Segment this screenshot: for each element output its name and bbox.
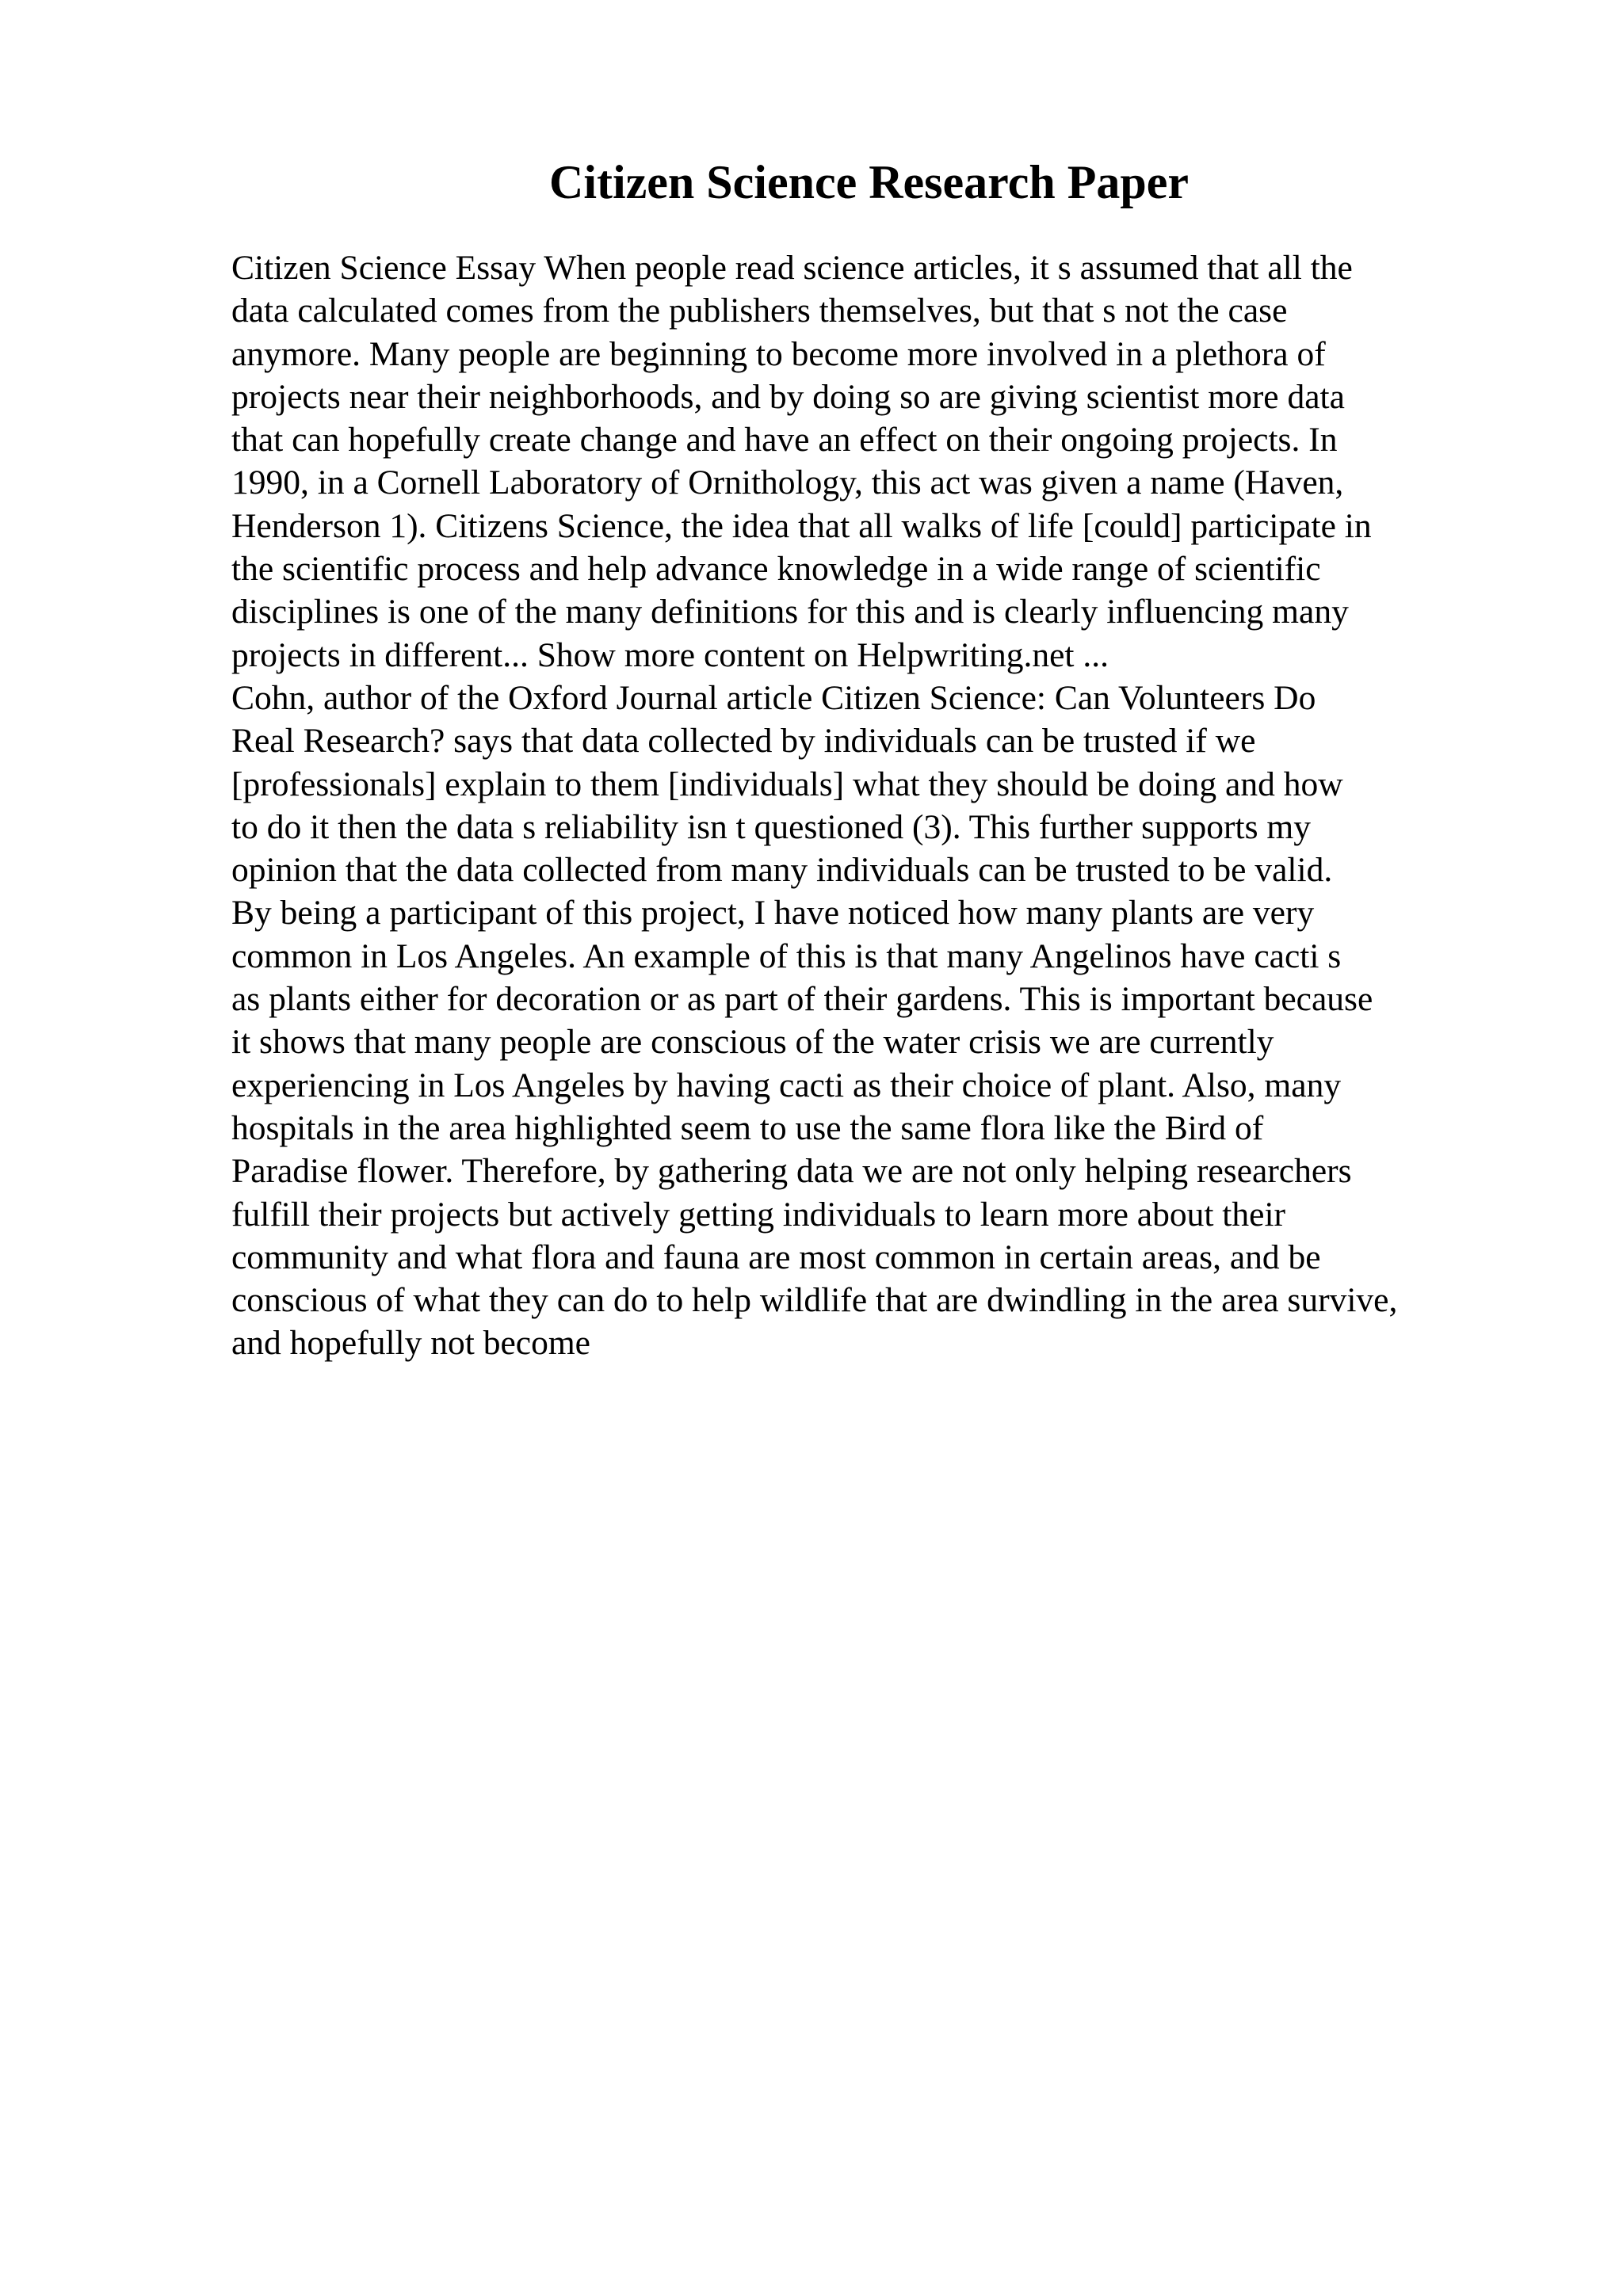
text-line: it shows that many people are conscious of the water crisis we are currently [231, 1023, 1274, 1062]
text-line: Cohn, author of the Oxford Journal article Citizen Science: Can Volunteers Do [231, 678, 1316, 717]
text-line: to do it then the data s reliability isn t questioned (3). This further supports my [231, 807, 1311, 846]
text-line: By being a participant of this project, I have noticed how many plants are very [231, 894, 1315, 933]
page-title: Citizen Science Research Paper [549, 156, 1189, 208]
text-line: [professionals] explain to them [individuals] what they should be doing and how [231, 765, 1343, 803]
text-line: the scientific process and help advance knowledge in a wide range of scientific [231, 550, 1321, 589]
text-line: Paradise flower. Therefore, by gathering data we are not only helping researchers [231, 1152, 1352, 1191]
text-line: Henderson 1). Citizens Science, the idea that all walks of life [could] participate in [231, 506, 1372, 545]
text-line: hospitals in the area highlighted seem to use the same flora like the Bird of [231, 1108, 1264, 1147]
text-line: fulfill their projects but actively getting individuals to learn more about their [231, 1195, 1286, 1234]
text-line: that can hopefully create change and have an effect on their ongoing projects. In [231, 421, 1338, 460]
text-line: projects near their neighborhoods, and by doing so are giving scientist more data [231, 377, 1345, 416]
text-line: 1990, in a Cornell Laboratory of Ornithology, this act was given a name (Haven, [231, 463, 1344, 502]
text-line: anymore. Many people are beginning to become more involved in a plethora of [231, 334, 1326, 373]
text-line: conscious of what they can do to help wildlife that are dwindling in the area survive, [231, 1281, 1398, 1320]
text-line: community and what flora and fauna are most common in certain areas, and be [231, 1238, 1321, 1276]
text-line: disciplines is one of the many definitions for this and is clearly influencing many [231, 593, 1349, 631]
text-line: common in Los Angeles. An example of this is that many Angelinos have cacti s [231, 936, 1342, 975]
essay-body [231, 246, 1499, 1365]
text-line: opinion that the data collected from many individuals can be trusted to be valid. [231, 851, 1333, 890]
text-line: and hopefully not become [231, 1324, 590, 1363]
text-line: as plants either for decoration or as part of their gardens. This is important because [231, 980, 1373, 1019]
text-line: Citizen Science Essay When people read science articles, it s assumed that all the [231, 249, 1353, 287]
text-line: data calculated comes from the publishers themselves, but that s not the case [231, 292, 1288, 330]
text-line: Real Research? says that data collected by individuals can be trusted if we [231, 722, 1256, 761]
text-line: projects in different... Show more content on Helpwriting.net ... [231, 635, 1109, 674]
text-line: experiencing in Los Angeles by having cacti as their choice of plant. Also, many [231, 1066, 1342, 1104]
